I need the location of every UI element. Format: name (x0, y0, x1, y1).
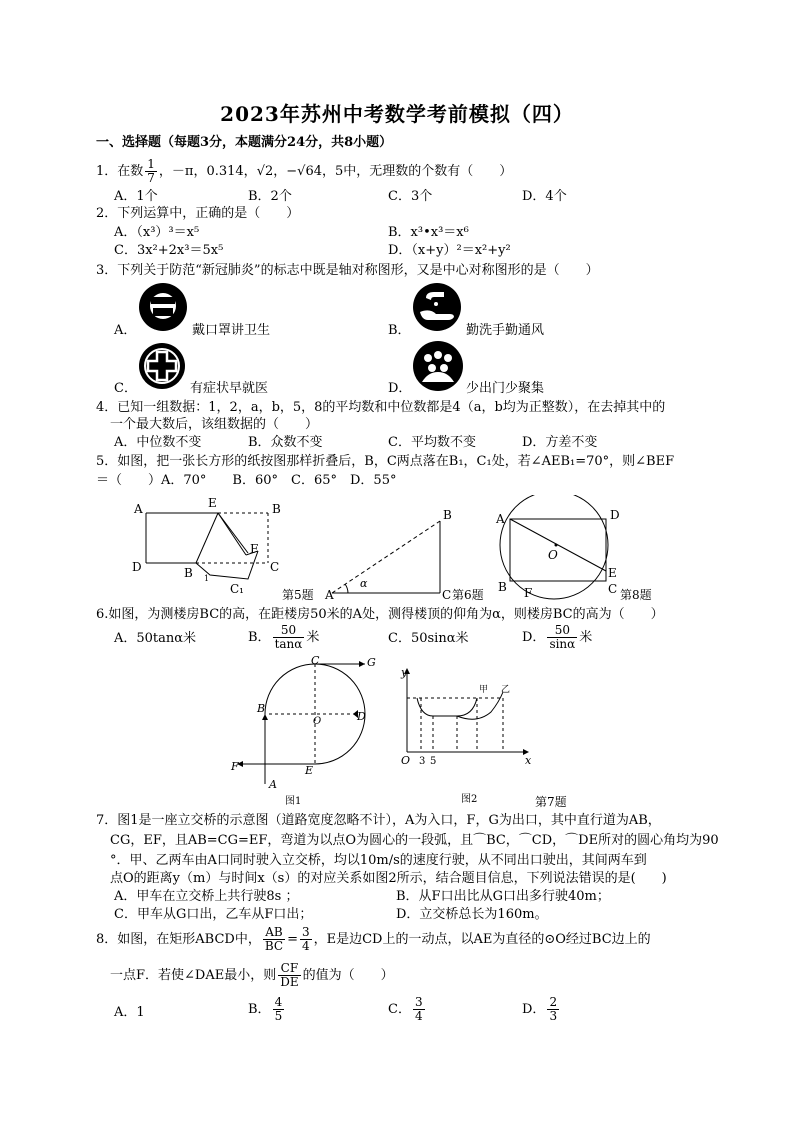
fig7-label-d: D (357, 710, 366, 723)
q7-option-b[interactable]: B．从F口出比从G口出多行驶40m； (396, 889, 610, 904)
q4-option-b[interactable]: B．众数不变 (248, 435, 323, 450)
q7-option-d[interactable]: D．立交桥总长为160m。 (396, 907, 548, 922)
q4-option-d[interactable]: D．方差不变 (522, 435, 598, 450)
q6-option-a[interactable]: A．50tanα米 (114, 631, 197, 646)
q8-pre: 8．如图，在矩形ABCD中， (96, 932, 261, 947)
figure-row-1 (120, 495, 680, 610)
fig5-label-c1: C₁ (230, 582, 244, 596)
fig6-label-b: B (443, 508, 452, 522)
q8-option-c[interactable] (388, 996, 427, 1023)
q1-frac-num: 1 (147, 157, 155, 171)
fig7-label-o: O (313, 716, 322, 727)
q2-option-a[interactable]: A．（x³）³＝x⁵ (114, 225, 200, 240)
q5-line1: 5．如图，把一张长方形的纸按图那样折叠后，B，C两点落在B₁，C₁处，若∠AEB₁=70°，则∠BEF (96, 454, 675, 469)
q8-frac3-den: DE (280, 975, 299, 989)
q6-option-b[interactable] (248, 624, 319, 651)
q7-line4: 点O的距离y（m）与时间x（s）的对应关系如图2所示，结合题目信息，下列说法错误的是( ) (110, 871, 667, 886)
fig5-label-f: F (250, 542, 259, 556)
fig7-graph (404, 668, 529, 755)
fig8-caption: 第8题 (620, 588, 652, 602)
fig8-label-d: D (610, 508, 620, 522)
q8-option-b-fraction (273, 996, 285, 1023)
fig5-label-d: D (132, 560, 142, 574)
q8-option-d[interactable] (522, 996, 561, 1023)
q4-line2: 一个最大数后，该组数据的（ ） (110, 417, 319, 432)
q3-caption-c: 有症状早就医 (190, 381, 269, 396)
q7-line2: CG，EF，且AB=CG=EF，弯道为以点O为圆心的一段弧，且⌒BC，⌒CD，⌒DE所对的圆心角均为90 (110, 833, 719, 848)
fig5-label-c: C (270, 560, 280, 574)
q8-frac-ab-bc (263, 926, 285, 953)
fig6-label-a: A (325, 588, 334, 602)
q3-option-b[interactable]: B． (388, 323, 411, 338)
q8-option-d-den: 3 (549, 1009, 558, 1023)
q8-option-d-fraction (547, 996, 559, 1023)
q7-line1: 7．图1是一座立交桥的示意图（道路宽度忽略不计），A为入口，F，G为出口，其中直行道为AB， (96, 813, 661, 828)
q8-post: ，E是边CD上的一动点，以AE为直径的⊙O经过BC边上的 (313, 932, 651, 947)
fig7-graph-origin: O (401, 754, 411, 767)
q8-option-c-fraction (413, 996, 425, 1023)
fig7-graph-y: y (401, 666, 408, 679)
fig5-label-b: B (184, 566, 193, 580)
q6-option-b-den: tanα (274, 637, 303, 651)
q8-line1 (96, 926, 651, 953)
q8-option-c-num: 3 (414, 995, 423, 1009)
q8-line2-pre: 一点F．若使∠DAE最小，则 (110, 968, 277, 983)
page-title: 2023年苏州中考数学考前模拟（四） (220, 102, 574, 126)
q6-option-d-label: D． (522, 630, 546, 645)
fig8-label-a: A (496, 512, 505, 526)
q3-caption-b: 勤洗手勤通风 (466, 323, 545, 338)
q3-option-d[interactable]: D． (388, 381, 412, 396)
fig7-caption-2: 图2 (461, 794, 478, 805)
fig5-label-b-top: B (272, 502, 281, 516)
figure-row-2 (225, 652, 595, 812)
fig8-circle-rectangle (500, 495, 608, 599)
fig7-graph-x: x (525, 754, 532, 767)
q3-stem: 3．下列关于防范“新冠肺炎”的标志中既是轴对称图形，又是中心对称图形的是（ ） (96, 263, 599, 278)
fig5-label-1: 1 (204, 574, 210, 583)
q7-option-c[interactable]: C．甲车从G口出，乙车从F口出； (114, 907, 313, 922)
q1-option-a[interactable]: A．1个 (114, 189, 158, 204)
q8-option-d-label: D． (522, 1002, 546, 1017)
fig7-interchange (237, 661, 365, 784)
q8-option-d-num: 2 (549, 995, 558, 1009)
q8-frac2-num: 3 (301, 925, 310, 939)
q3-option-c[interactable]: C． (114, 381, 137, 396)
fig7-graph-tick-3: 3 (419, 756, 426, 767)
q1-option-c[interactable]: C．3个 (388, 189, 433, 204)
q2-option-b[interactable]: B．x³•x³＝x⁶ (388, 225, 469, 240)
q8-frac3-num: CF (278, 962, 300, 976)
fig8-label-e: E (608, 566, 617, 580)
q8-option-b-label: B． (248, 1002, 271, 1017)
q8-option-a[interactable]: A．1 (114, 1005, 145, 1020)
mask-icon (138, 282, 188, 332)
fig7-graph-tick-5: 5 (430, 756, 437, 767)
fig7-label-a: A (269, 778, 277, 791)
fig7-graph-jia: 甲 (479, 685, 489, 695)
q2-stem: 2．下列运算中，正确的是（ ） (96, 206, 300, 221)
q8-frac2-den: 4 (301, 939, 310, 953)
q8-option-b-den: 5 (274, 1009, 283, 1023)
q3-option-a[interactable]: A． (114, 323, 137, 338)
fig7-caption: 第7题 (535, 795, 567, 809)
q6-stem: 6.如图，为测楼房BC的高，在距楼房50米的A处，测得楼顶的仰角为α，则楼房BC的高为（ ） (96, 607, 664, 622)
fig5-label-a: A (134, 502, 143, 516)
q5-line2: ＝（ ）A．70° B．60° C．65° D．55° (96, 473, 397, 488)
q3-caption-a: 戴口罩讲卫生 (192, 323, 271, 338)
fig6-caption: 第6题 (452, 588, 484, 602)
medical-cross-icon (138, 342, 186, 390)
crowd-icon (412, 340, 464, 392)
fig7-label-b: B (257, 702, 266, 715)
fig8-label-c: C (608, 582, 618, 596)
q1-fraction (145, 158, 157, 185)
q8-line2 (110, 962, 394, 989)
fig8-label-b: B (498, 580, 507, 594)
q1-option-b[interactable]: B．2个 (248, 189, 292, 204)
q6-option-d[interactable] (522, 624, 592, 651)
q7-line3: °．甲、乙两车由A口同时驶入立交桥，均以10m/s的速度行驶，从不同出口驶出，其间两车到 (110, 853, 647, 868)
q8-frac-cf-de (278, 962, 300, 989)
fig7-label-e: E (305, 764, 314, 777)
q3-caption-d: 少出门少聚集 (466, 381, 545, 396)
fig8-label-f: F (524, 586, 533, 600)
fig7-label-c: C (311, 654, 320, 667)
section-heading: 一、选择题（每题3分，本题满分24分，共8小题） (96, 135, 393, 150)
q1-sqrt64: √64 (297, 164, 322, 179)
q8-frac1-num: AB (263, 926, 285, 940)
q4-option-a[interactable]: A．中位数不变 (114, 435, 202, 450)
q8-equals: = (287, 932, 298, 947)
q1-frac-den: 7 (147, 171, 155, 185)
q6-option-d-den: sinα (549, 637, 576, 651)
q2-option-c[interactable]: C．3x²+2x³＝5x⁵ (114, 243, 224, 258)
fig7-label-f: F (231, 760, 239, 773)
q8-option-b[interactable] (248, 996, 286, 1023)
fig8-label-o: O (548, 548, 558, 562)
q8-line2-post: 的值为（ ） (302, 968, 394, 983)
q8-option-c-den: 4 (414, 1009, 423, 1023)
q1-stem-a: 1．在数 (96, 164, 144, 179)
fig6-label-c: C (442, 588, 452, 602)
q1-stem (96, 158, 512, 185)
q8-frac-3-4 (300, 926, 312, 953)
fig5-label-e: E (208, 496, 217, 510)
handwash-icon (412, 282, 462, 332)
q1-stem-b: ，－π，0.314， (158, 164, 257, 179)
q2-option-d[interactable]: D．（x+y）²＝x²+y² (388, 243, 511, 258)
q6-option-b-fraction (273, 624, 305, 651)
fig6-triangle (332, 521, 440, 593)
fig7-label-g: G (367, 656, 376, 669)
q1-sqrt2: √2 (256, 164, 274, 179)
q7-option-a[interactable]: A．甲车在立交桥上共行驶8s ； (114, 889, 299, 904)
q6-option-c[interactable]: C．50sinα米 (388, 631, 469, 646)
fig7-caption-1: 图1 (285, 796, 302, 807)
q8-option-b-num: 4 (274, 995, 283, 1009)
fig5-caption: 第5题 (282, 588, 314, 602)
fig7-graph-yi: 乙 (501, 685, 511, 695)
q4-line1: 4．已知一组数据：1，2，a，b，5，8的平均数和中位数都是4（a，b均为正整数），在去掉其中的 (96, 400, 666, 415)
q6-option-d-num: 50 (547, 624, 577, 638)
q6-option-d-fraction (547, 624, 577, 651)
q4-option-c[interactable]: C．平均数不变 (388, 435, 476, 450)
q8-option-c-label: C． (388, 1002, 411, 1017)
q6-option-d-unit: 米 (579, 630, 593, 645)
q6-option-b-label: B． (248, 630, 271, 645)
q1-option-d[interactable]: D．4个 (522, 189, 567, 204)
fig6-label-alpha: α (360, 577, 368, 590)
q8-frac1-den: BC (264, 939, 284, 953)
q1-stem-c: ，− (273, 164, 298, 179)
q6-option-b-unit: 米 (306, 630, 320, 645)
q6-option-b-num: 50 (273, 624, 305, 638)
q1-stem-d: ，5中，无理数的个数有（ ） (321, 164, 513, 179)
